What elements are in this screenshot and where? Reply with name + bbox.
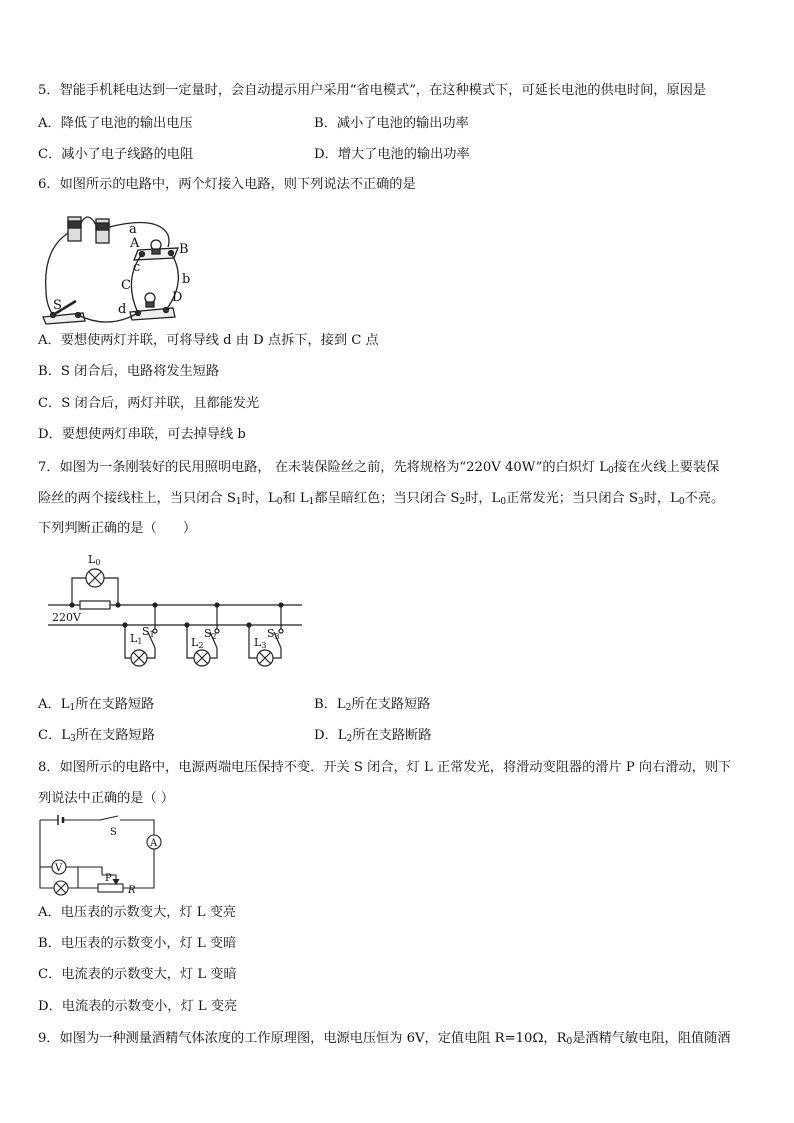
q6-option-a: A．要想使两灯并联，可将导线 d 由 D 点拆下，接到 C 点 bbox=[38, 333, 379, 348]
q8-label-p: P bbox=[105, 873, 112, 884]
q8-stem-line2: 列说法中正确的是（ ） bbox=[38, 791, 175, 806]
q5-option-a: A．降低了电池的输出电压 bbox=[38, 116, 193, 131]
q7-label-s1: S1 bbox=[142, 625, 155, 639]
q7-label-s2: S2 bbox=[204, 627, 217, 641]
q7-option-a: A．$L_1$所在支路短路 bbox=[38, 697, 155, 713]
q7-option-c: C．$L_3$所在支路短路 bbox=[38, 728, 155, 744]
q6-circuit-figure bbox=[38, 205, 213, 320]
q8-option-d: D．电流表的示数变小，灯 L 变亮 bbox=[38, 999, 238, 1014]
q6-label-C: C bbox=[121, 278, 131, 293]
q6-label-D: D bbox=[172, 290, 183, 305]
q7-label-l3: L3 bbox=[254, 636, 267, 650]
q7-circuit-figure bbox=[38, 550, 308, 675]
q9-stem: 9．如图为一种测量酒精气体浓度的工作原理图，电源电压恒为 6V，定值电阻 R=10Ω，$R_0$是酒精气敏电阻，阻值随酒 bbox=[38, 1031, 731, 1047]
q6-label-b: b bbox=[182, 272, 191, 287]
q7-option-d: D．$L_2$所在支路断路 bbox=[314, 728, 432, 744]
q8-label-v: V bbox=[55, 863, 63, 874]
q5-option-c: C．减小了电子线路的电阻 bbox=[38, 147, 194, 162]
q6-option-b: B．S 闭合后，电路将发生短路 bbox=[38, 364, 220, 379]
q6-label-c: c bbox=[133, 260, 141, 275]
q7-stem-line2: 险丝的两个接线柱上，当只闭合 $S_1$时，$L_0$和 $L_1$都呈暗红色；当只闭合 $S_2$时，$L_0$正常发光；当只闭合 $S_3$时，$L_0$不亮。 bbox=[38, 491, 725, 507]
q6-option-d: D．要想使两灯串联，可去掉导线 b bbox=[38, 427, 246, 442]
q7-stem-line3: 下列判断正确的是（ ） bbox=[38, 521, 197, 536]
q6-stem: 6．如图所示的电路中，两个灯接入电路，则下列说法不正确的是 bbox=[38, 177, 416, 192]
q5-stem: 5．智能手机耗电达到一定量时，会自动提示用户采用“省电模式”，在这种模式下，可延长电池的供电时间，原因是 bbox=[38, 83, 707, 98]
q7-option-b: B．$L_2$所在支路短路 bbox=[314, 697, 431, 713]
q8-option-a: A．电压表的示数变大，灯 L 变亮 bbox=[38, 905, 237, 920]
q7-label-l1: L1 bbox=[130, 632, 143, 646]
q6-label-d: d bbox=[118, 302, 127, 317]
q6-label-A: A bbox=[130, 236, 140, 251]
q6-option-c: C．S 闭合后，两灯并联，且都能发光 bbox=[38, 396, 260, 411]
q5-option-d: D．增大了电池的输出功率 bbox=[314, 147, 470, 162]
q6-label-a: a bbox=[129, 222, 137, 237]
q7-label-l2: L2 bbox=[191, 636, 204, 650]
q7-stem-line1: 7．如图为一条刚装好的民用照明电路， 在未装保险丝之前，先将规格为“220V 40W”的白炽灯 $L_0$接在火线上要装保 bbox=[38, 460, 720, 476]
q7-label-voltage: 220V bbox=[52, 611, 81, 624]
q8-option-b: B．电压表的示数变小，灯 L 变暗 bbox=[38, 936, 237, 951]
q8-label-r: R bbox=[128, 885, 136, 896]
q8-label-a: A bbox=[150, 838, 158, 849]
q8-circuit-figure bbox=[38, 815, 168, 895]
q6-label-B: B bbox=[179, 242, 189, 257]
q6-label-S: S bbox=[53, 298, 62, 313]
q8-option-c: C．电流表的示数变大，灯 L 变暗 bbox=[38, 967, 237, 982]
q7-label-s3: S3 bbox=[267, 627, 280, 641]
q8-label-s: S bbox=[110, 827, 117, 838]
q8-stem-line1: 8．如图所示的电路中，电源两端电压保持不变．开关 S 闭合，灯 L 正常发光，将滑动变阻器的滑片 P 向右滑动，则下 bbox=[38, 760, 732, 775]
q5-option-b: B．减小了电池的输出功率 bbox=[314, 116, 469, 131]
q7-label-l0: L0 bbox=[88, 553, 101, 567]
